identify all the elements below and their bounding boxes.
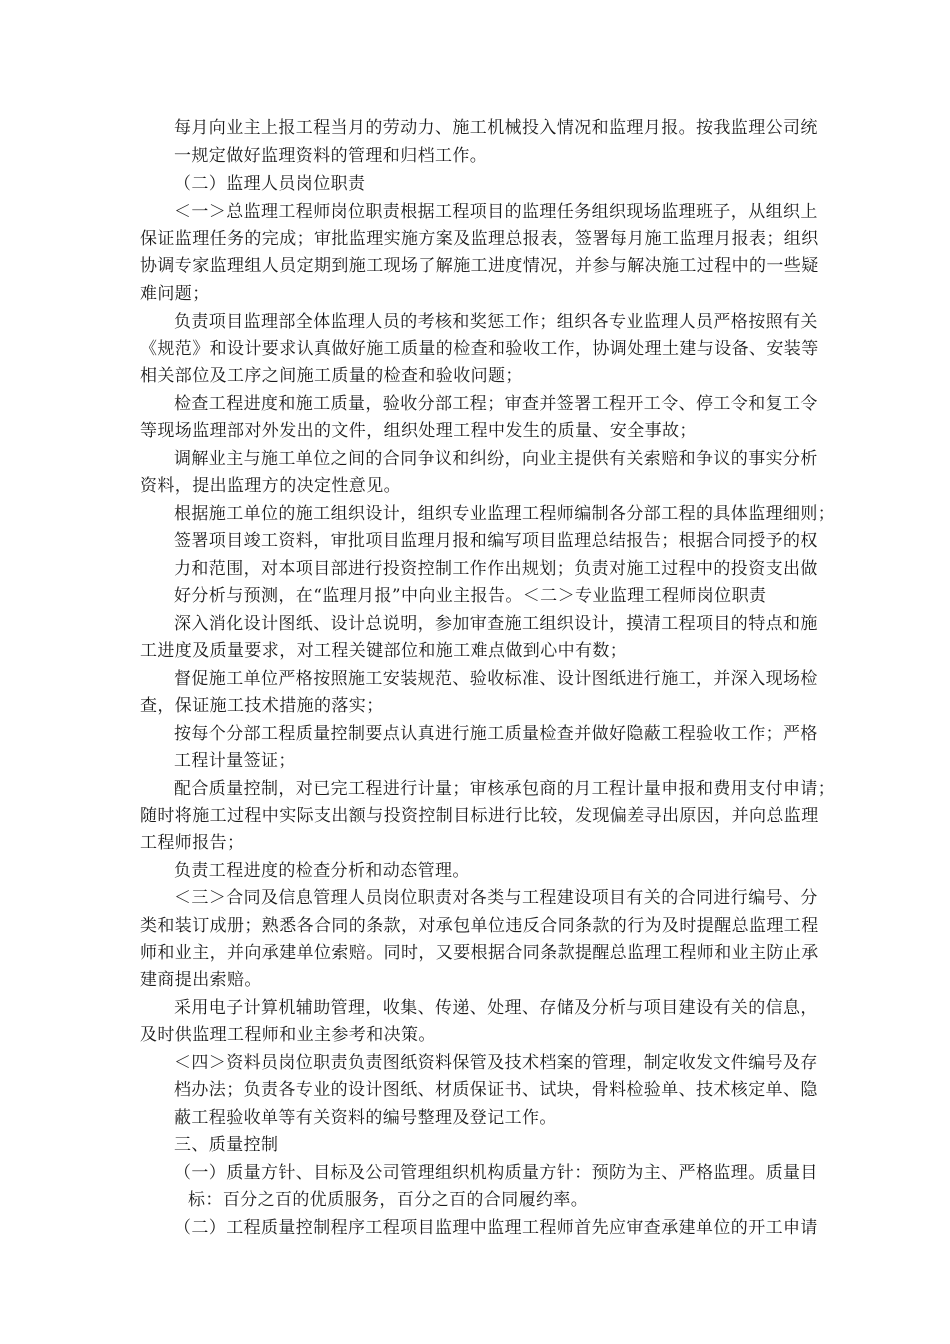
text-line: （一）质量方针、目标及公司管理组织机构质量方针：预防为主、严格监理。质量目 — [174, 1163, 818, 1183]
text-line: ＜一＞总监理工程师岗位职责根据工程项目的监理任务组织现场监理班子，从组织上 — [174, 202, 818, 222]
section-heading: 三、质量控制 — [174, 1135, 279, 1155]
text-line: 相关部位及工序之间施工质量的检查和验收问题； — [140, 366, 523, 386]
text-line: ＜三＞合同及信息管理人员岗位职责对各类与工程建设项目有关的合同进行编号、分 — [174, 888, 818, 908]
text-line: 标：百分之百的优质服务，百分之百的合同履约率。 — [188, 1190, 589, 1210]
text-line: 工程计量签证； — [174, 751, 296, 771]
text-line: 督促施工单位严格按照施工安装规范、验收标准、设计图纸进行施工，并深入现场检 — [174, 669, 818, 689]
text-line: （二）工程质量控制程序工程项目监理中监理工程师首先应审查承建单位的开工申请 — [174, 1218, 818, 1238]
text-line: 保证监理任务的完成；审批监理实施方案及监理总报表，签署每月施工监理月报表；组织 — [140, 229, 819, 249]
text-line: 难问题； — [140, 284, 210, 304]
text-line: ＜四＞资料员岗位职责负责图纸资料保管及技术档案的管理，制定收发文件编号及存 — [174, 1053, 818, 1073]
text-line: 配合质量控制，对已完工程进行计量；审核承包商的月工程计量申报和费用支付申请； — [174, 779, 836, 799]
text-line: 查，保证施工技术措施的落实； — [140, 696, 384, 716]
text-line: 协调专家监理组人员定期到施工现场了解施工进度情况，并参与解决施工过程中的一些疑 — [140, 256, 819, 276]
text-line: 根据施工单位的施工组织设计，组织专业监理工程师编制各分部工程的具体监理细则； — [174, 504, 836, 524]
text-line: 工进度及质量要求，对工程关键部位和施工难点做到心中有数； — [140, 641, 628, 661]
text-line: 一规定做好监理资料的管理和归档工作。 — [174, 146, 488, 166]
text-line: 档办法；负责各专业的设计图纸、材质保证书、试块，骨料检验单、技术核定单、隐 — [174, 1080, 818, 1100]
text-line: 采用电子计算机辅助管理，收集、传递、处理、存储及分析与项目建设有关的信息， — [174, 998, 818, 1018]
text-line: 类和装订成册；熟悉各合同的条款，对承包单位违反合同条款的行为及时提醒总监理工程 — [140, 916, 819, 936]
text-line: 随时将施工过程中实际支出额与投资控制目标进行比较，发现偏差寻出原因，并向总监理 — [140, 806, 819, 826]
text-line: 《规范》和设计要求认真做好施工质量的检查和验收工作，协调处理土建与设备、安装等 — [140, 339, 819, 359]
text-line: 力和范围，对本项目部进行投资控制工作作出规划；负责对施工过程中的投资支出做 — [174, 559, 818, 579]
text-line: 负责项目监理部全体监理人员的考核和奖惩工作；组织各专业监理人员严格按照有关 — [174, 312, 818, 332]
text-line: 深入消化设计图纸、设计总说明，参加审查施工组织设计，摸清工程项目的特点和施 — [174, 614, 818, 634]
text-line: 好分析与预测，在“监理月报”中向业主报告。＜二＞专业监理工程师岗位职责 — [174, 586, 767, 606]
text-line: 资料，提出监理方的决定性意见。 — [140, 476, 401, 496]
text-line: 签署项目竣工资料，审批项目监理月报和编写项目监理总结报告；根据合同授予的权 — [174, 531, 818, 551]
text-line: 及时供监理工程师和业主参考和决策。 — [140, 1025, 436, 1045]
text-line: 检查工程进度和施工质量，验收分部工程；审查并签署工程开工令、停工令和复工令 — [174, 394, 818, 414]
text-line: 工程师报告； — [140, 833, 245, 853]
section-heading: （二）监理人员岗位职责 — [174, 174, 366, 194]
text-line: 每月向业主上报工程当月的劳动力、施工机械投入情况和监理月报。按我监理公司统 — [174, 118, 818, 138]
text-line: 蔽工程验收单等有关资料的编号整理及登记工作。 — [174, 1108, 557, 1128]
text-line: 按每个分部工程质量控制要点认真进行施工质量检查并做好隐蔽工程验收工作；严格 — [174, 724, 818, 744]
text-line: 负责工程进度的检查分析和动态管理。 — [174, 861, 470, 881]
text-line: 师和业主，并向承建单位索赔。同时，又要根据合同条款提醒总监理工程师和业主防止承 — [140, 943, 819, 963]
text-line: 建商提出索赔。 — [140, 970, 262, 990]
text-line: 调解业主与施工单位之间的合同争议和纠纷，向业主提供有关索赔和争议的事实分析 — [174, 449, 818, 469]
text-line: 等现场监理部对外发出的文件，组织处理工程中发生的质量、安全事故； — [140, 421, 697, 441]
